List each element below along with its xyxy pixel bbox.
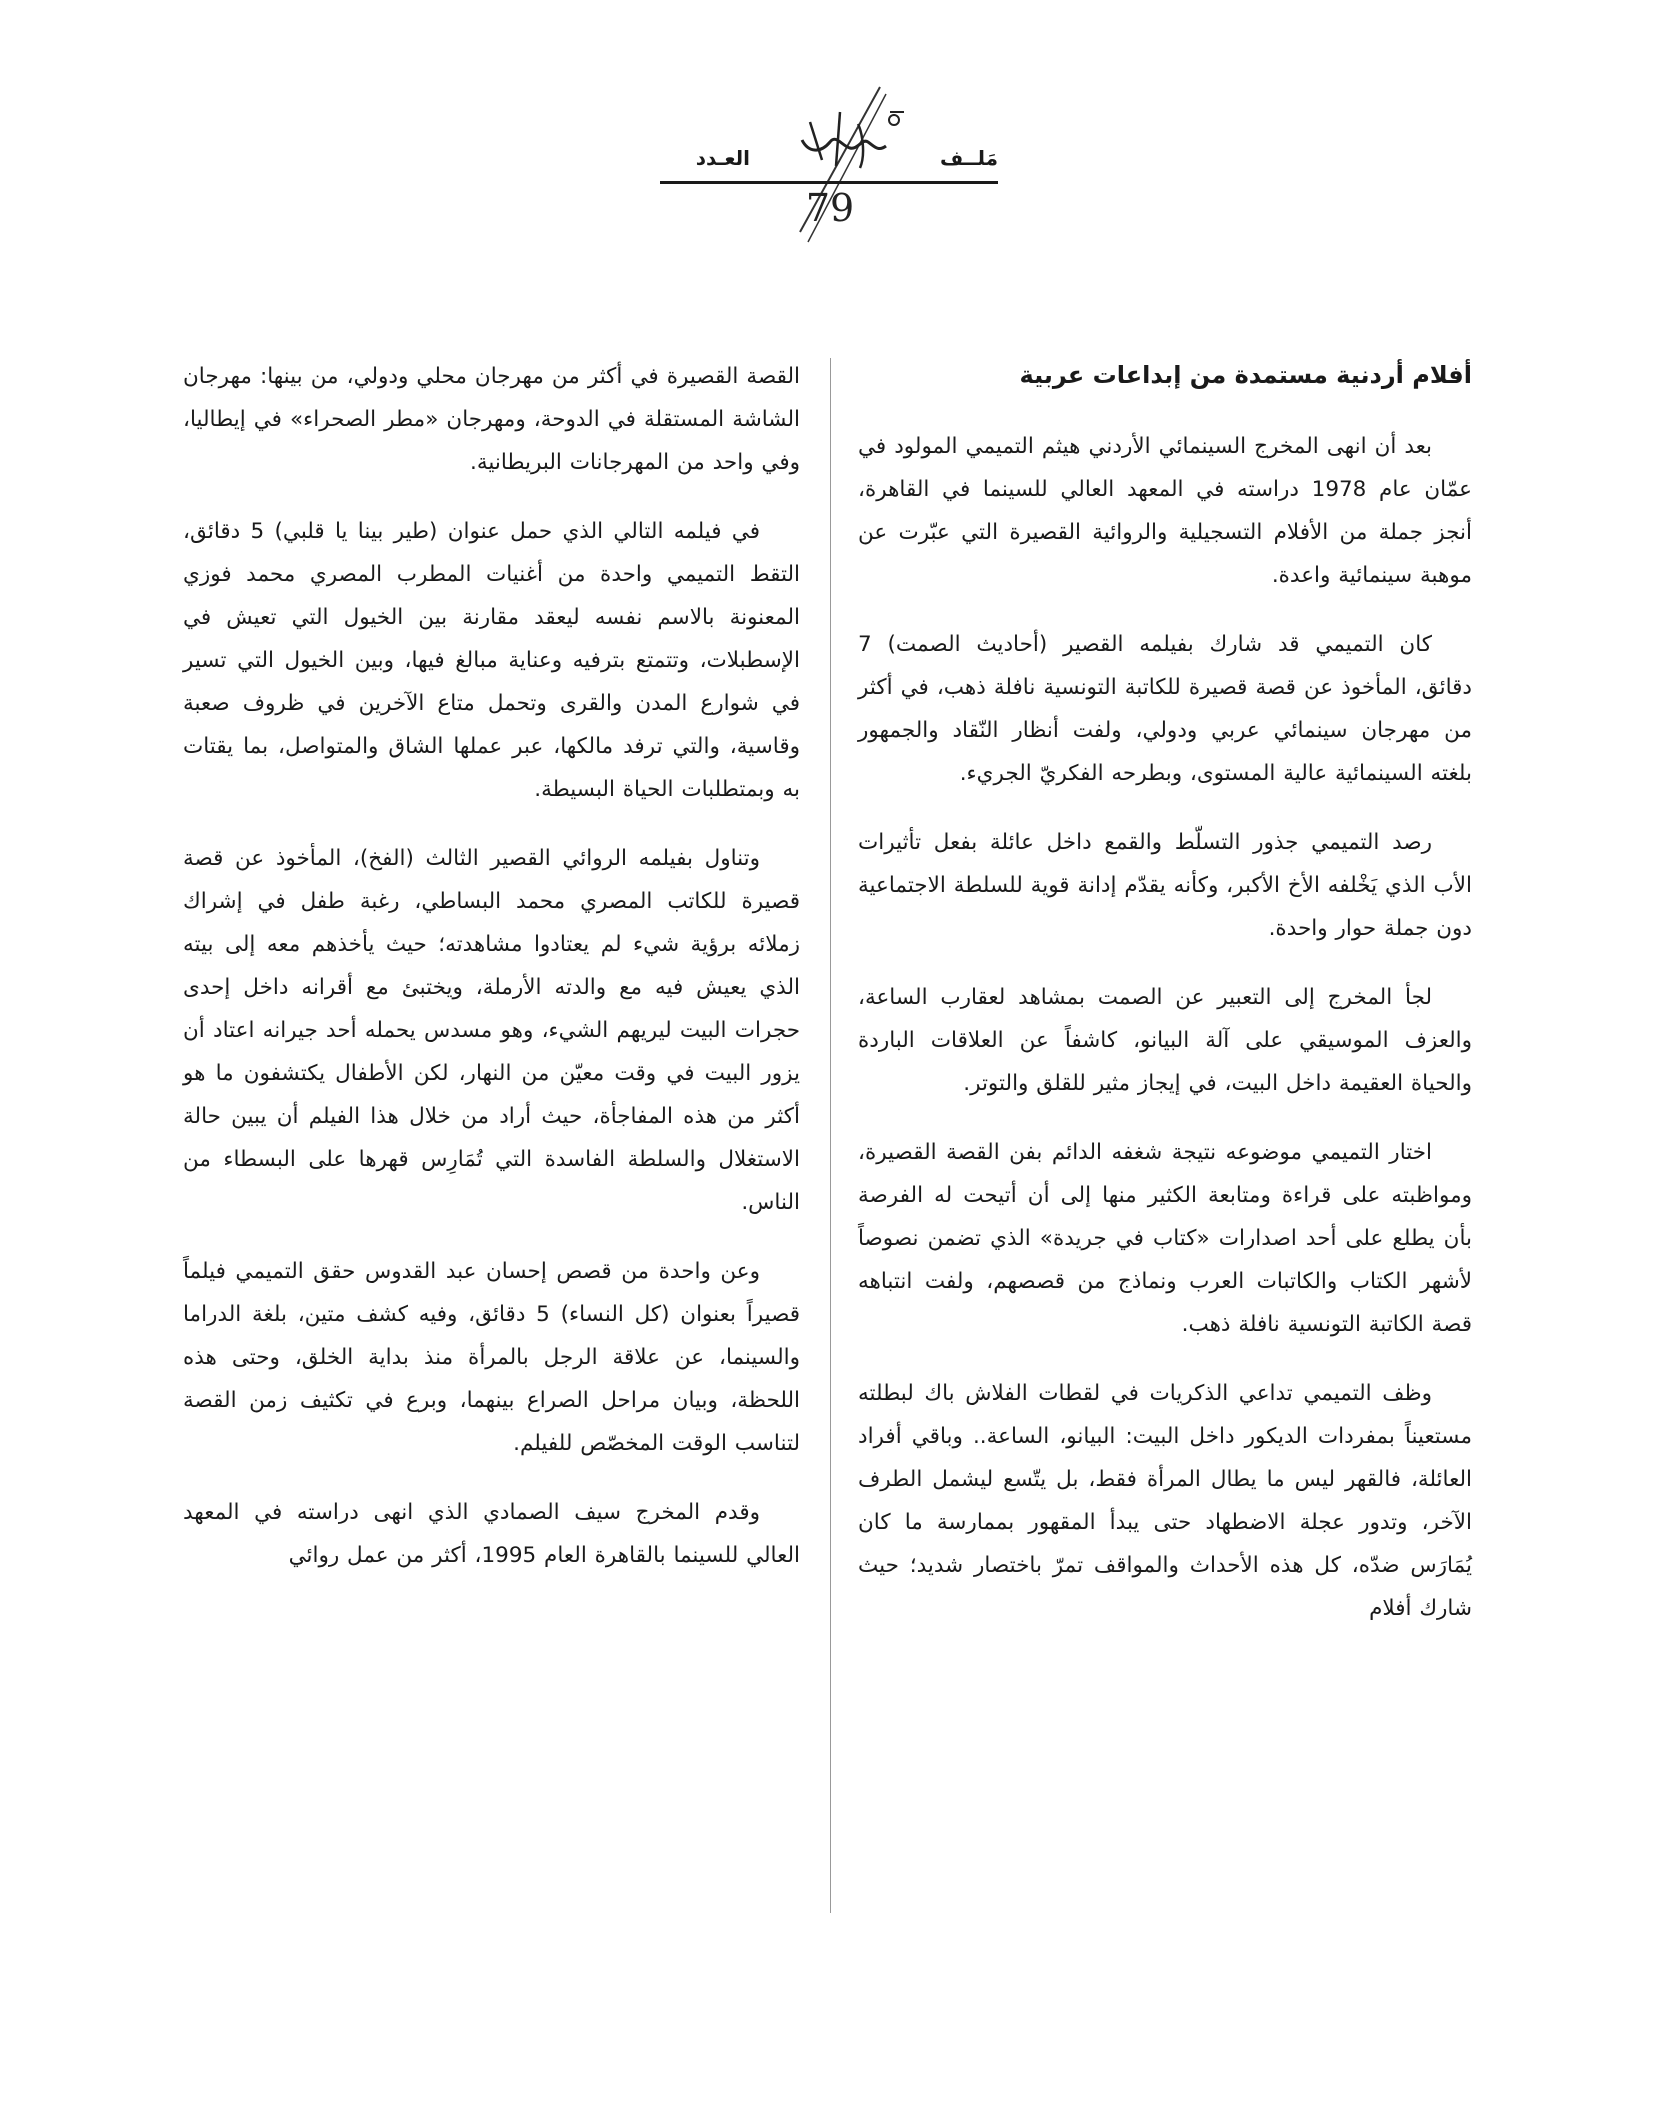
issue-label: العـدد	[695, 146, 750, 170]
paragraph: القصة القصيرة في أكثر من مهرجان محلي ودولي، من بينها: مهرجان الشاشة المستقلة في الدوحة، ومهرجان «مطر الصحراء» في إيطاليا، وفي واحد من المهرجانات البريطانية.	[183, 364, 800, 475]
page-header	[640, 82, 1020, 272]
paragraph: رصد التميمي جذور التسلّط والقمع داخل عائلة بفعل تأثيرات الأب الذي يَخْلفه الأخ الأكبر، وكأنه يقدّم إدانة قوية للسلطة الاجتماعية دون جملة حوار واحدة.	[858, 830, 1472, 941]
section-label: مَلــف	[940, 146, 999, 170]
right-column	[858, 355, 1472, 1656]
paragraph: وقدم المخرج سيف الصمادي الذي انهى دراسته في المعهد العالي للسينما بالقاهرة العام 1995، أكثر من عمل روائي	[183, 1500, 800, 1568]
column-divider	[830, 358, 831, 1913]
paragraph: في فيلمه التالي الذي حمل عنوان (طير بينا يا قلبي) 5 دقائق، التقط التميمي واحدة من أغنيات المطرب المصري محمد فوزي المعنونة بالاسم نفسه ليعقد مقارنة بين الخيول التي تعيش في الإسطبلات، وتتمتع بترفيه وعناية مبالغ فيها، وبين الخيول التي تسير في شوارع المدن والقرى وتحمل متاع الآخرين في ظروف صعبة وقاسية، والتي ترفد مالكها، عبر عملها الشاق والمتواصل، بما يقتات به وبمتطلبات الحياة البسيطة.	[183, 519, 800, 802]
magazine-logo	[690, 82, 990, 272]
article-heading: أفلام أردنية مستمدة من إبداعات عربية	[1019, 361, 1472, 389]
header-rule	[660, 181, 998, 184]
paragraph: اختار التميمي موضوعه نتيجة شغفه الدائم بفن القصة القصيرة، ومواظبته على قراءة ومتابعة الكثير منها إلى أن أتيحت له الفرصة بأن يطلع على أحد اصدارات «كتاب في جريدة» الذي تضمن نصوصاً لأشهر الكتاب والكاتبات العرب ونماذج من قصصهم، ولفت انتباهه قصة الكاتبة التونسية نافلة ذهب.	[858, 1140, 1472, 1337]
paragraph: كان التميمي قد شارك بفيلمه القصير (أحاديث الصمت) 7 دقائق، المأخوذ عن قصة قصيرة للكاتبة التونسية نافلة ذهب، في أكثر من مهرجان سينمائي عربي ودولي، ولفت أنظار النّقاد والجمهور بلغته السينمائية عالية المستوى، وبطرحه الفكريّ الجريء.	[858, 632, 1472, 786]
paragraph: لجأ المخرج إلى التعبير عن الصمت بمشاهد لعقارب الساعة، والعزف الموسيقي على آلة البيانو، كاشفاً عن العلاقات الباردة والحياة العقيمة داخل البيت، في إيجاز مثير للقلق والتوتر.	[858, 985, 1472, 1096]
paragraph: وتناول بفيلمه الروائي القصير الثالث (الفخ)، المأخوذ عن قصة قصيرة للكاتب المصري محمد البساطي، رغبة طفل في إشراك زملائه برؤية شيء لم يعتادوا مشاهدته؛ حيث يأخذهم معه إلى بيته الذي يعيش فيه مع والدته الأرملة، ويختبئ مع أقرانه داخل إحدى حجرات البيت ليريهم الشيء، وهو مسدس يحمله أحد جيرانه اعتاد أن يزور البيت في وقت معيّن من النهار، لكن الأطفال يكتشفون ما هو أكثر من هذه المفاجأة، حيث أراد من خلال هذا الفيلم أن يبين حالة الاستغلال والسلطة الفاسدة التي تُمَارِس قهرها على البسطاء من الناس.	[183, 846, 800, 1215]
paragraph: بعد أن انهى المخرج السينمائي الأردني هيثم التميمي المولود في عمّان عام 1978 دراسته في المعهد العالي للسينما في القاهرة، أنجز جملة من الأفلام التسجيلية والروائية القصيرة التي عبّرت عن موهبة سينمائية واعدة.	[858, 434, 1472, 588]
paragraph: وعن واحدة من قصص إحسان عبد القدوس حقق التميمي فيلماً قصيراً بعنوان (كل النساء) 5 دقائق، وفيه كشف متين، بلغة الدراما والسينما، عن علاقة الرجل بالمرأة منذ بداية الخلق، وحتى هذه اللحظة، وبيان مراحل الصراع بينهما، وبرع في تكثيف زمن القصة لتناسب الوقت المخصّص للفيلم.	[183, 1259, 800, 1456]
paragraph: وظف التميمي تداعي الذكريات في لقطات الفلاش باك لبطلته مستعيناً بمفردات الديكور داخل البيت: البيانو، الساعة.. وباقي أفراد العائلة، فالقهر ليس ما يطال المرأة فقط، بل يتّسع ليشمل الطرف الآخر، وتدور عجلة الاضطهاد حتى يبدأ المقهور بممارسة ما كان يُمَارَس ضدّه، كل هذه الأحداث والمواقف تمرّ باختصار شديد؛ حيث شارك أفلام	[858, 1381, 1472, 1621]
page-number: 79	[805, 186, 855, 230]
left-column	[183, 355, 800, 1603]
